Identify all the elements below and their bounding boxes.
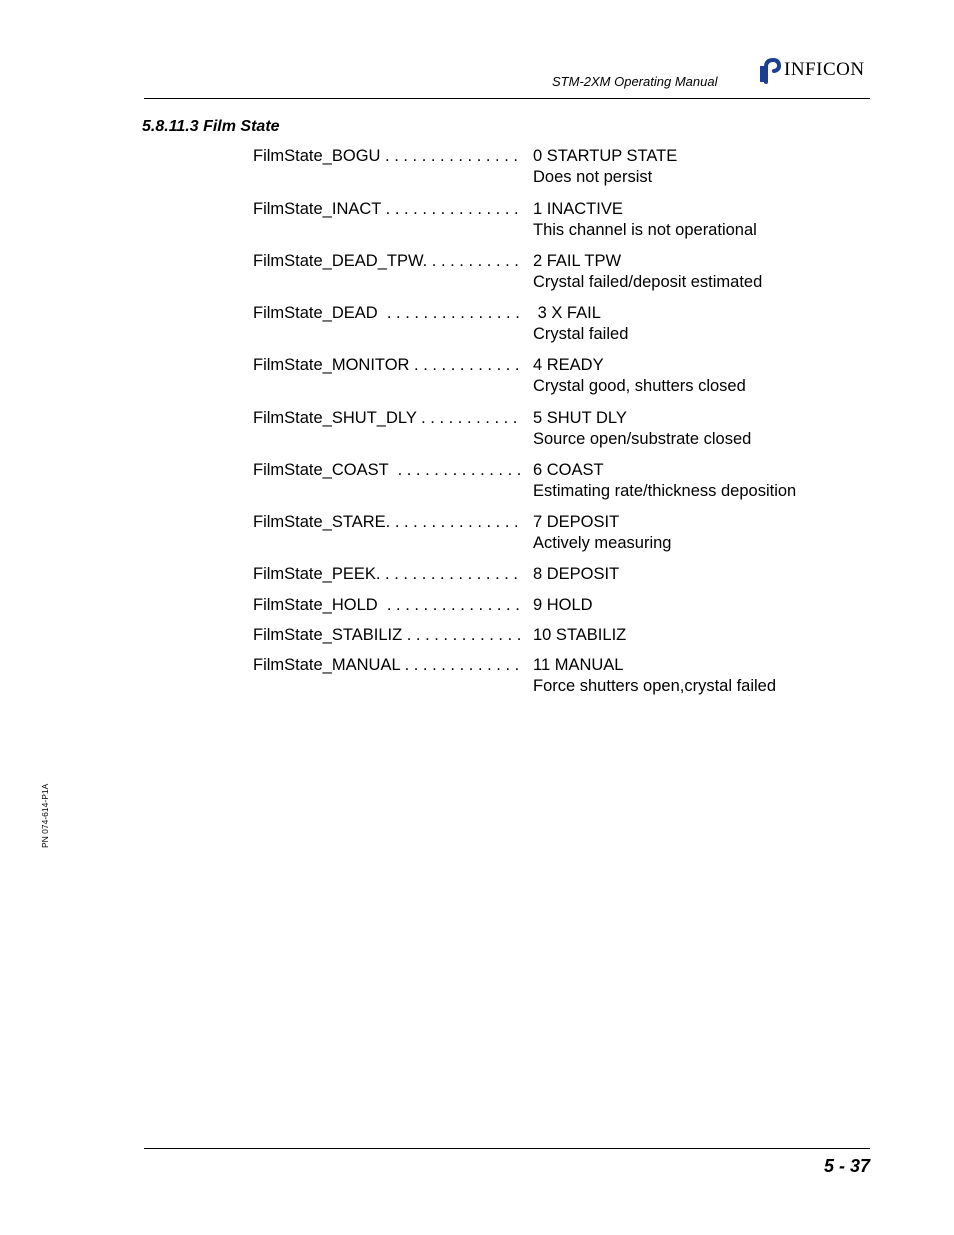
part-number: PN 074-614-P1A [40,783,50,848]
entry-name: FilmState_DEAD_TPW. . . . . . . . . . . [253,252,519,270]
entry-value: 9 HOLD [533,596,593,614]
entry-name: FilmState_STARE. . . . . . . . . . . . . . . [253,513,519,531]
entry-value: 4 READY [533,356,604,374]
entry-value: 1 INACTIVE [533,200,623,218]
entry-bogu [253,146,853,199]
entry-value: 5 SHUT DLY [533,409,627,427]
entry-stare [253,512,853,564]
entry-name: FilmState_DEAD . . . . . . . . . . . . . . . [253,304,520,322]
entry-name: FilmState_PEEK. . . . . . . . . . . . . . . . [253,565,518,583]
entry-stabiliz [253,625,853,655]
entry-value: 7 DEPOSIT [533,513,620,531]
entry-value: 10 STABILIZ [533,626,627,644]
entry-value: 6 COAST [533,461,604,479]
entry-name: FilmState_COAST . . . . . . . . . . . . . . [253,461,522,479]
entry-description: Crystal good, shutters closed [533,376,746,395]
entry-value: 11 MANUAL [533,656,624,674]
entry-description: This channel is not operational [533,220,757,239]
entry-coast [253,460,853,512]
page-number: 5 - 37 [823,1156,870,1176]
entry-dead-tpw [253,251,853,303]
entry-name: FilmState_SHUT_DLY . . . . . . . . . . . [253,409,518,427]
running-header-title: STM-2XM Operating Manual [552,74,718,89]
section-heading: 5.8.11.3 Film State [142,118,280,135]
footer-rule [144,1148,870,1149]
entry-description: Crystal failed [533,324,629,343]
entry-description: Crystal failed/deposit estimated [533,272,763,291]
entry-description: Does not persist [533,167,653,186]
inficon-logo-icon [760,58,782,84]
entry-hold [253,595,853,625]
entry-inact [253,199,853,251]
inficon-logo [760,58,875,84]
entry-name: FilmState_HOLD . . . . . . . . . . . . . . . [253,596,520,614]
header-rule [144,98,870,99]
entry-monitor [253,355,853,408]
entry-name: FilmState_BOGU . . . . . . . . . . . . . . . [253,147,518,165]
film-state-list [253,146,853,707]
entry-dead [253,303,853,355]
entry-value: 2 FAIL TPW [533,252,622,270]
entry-value: 0 STARTUP STATE [533,147,678,165]
logo-wordmark: INFICON [784,59,865,80]
entry-peek [253,564,853,595]
entry-name: FilmState_STABILIZ . . . . . . . . . . . . . [253,626,522,644]
entry-name: FilmState_MANUAL . . . . . . . . . . . . . [253,656,520,674]
entry-manual [253,655,853,707]
entry-description: Force shutters open,crystal failed [533,676,777,695]
entry-shut-dly [253,408,853,460]
entry-description: Actively measuring [533,533,672,552]
entry-description: Estimating rate/thickness deposition [533,481,797,500]
entry-name: FilmState_MONITOR . . . . . . . . . . . . [253,356,520,374]
entry-value: 8 DEPOSIT [533,565,620,583]
entry-name: FilmState_INACT . . . . . . . . . . . . . . . [253,200,519,218]
entry-description: Source open/substrate closed [533,429,752,448]
entry-value: 3 X FAIL [533,304,601,322]
